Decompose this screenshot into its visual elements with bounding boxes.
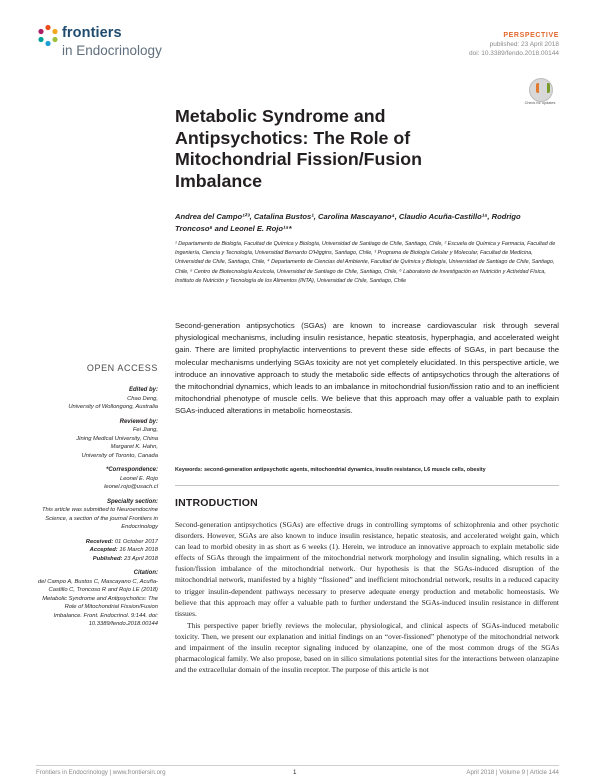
- editor-affiliation: University of Wollongong, Australia: [68, 404, 158, 410]
- article-meta: [319, 31, 559, 58]
- paragraph: Second-generation antipsychotics (SGAs) are effective drugs in controlling symptoms of schizophrenia and other psychotic disorders. However, SGAs are also known to induce insulin resistance, hepatic steatosis, and accelerated weight gain, which can lead to morbid obesity in as short as 6 weeks (1). Herein, we introduce an innovative approach to explain metabolic side effects of SGAs through the impairment of the mitochondrial network morphology and insulin signaling, which results in a fusion/fission imbalance of the mitochondrial network. Our hypothesis is that the SGAs-induced disruption of the mitochondrial network, manifested by a highly “fissioned” and inefficient mitochondrial network, results in a reduced capacity to trigger insulin-dependent pathways necessary to preserve adequate energy production and metabolic homeostasis. We believe that this approach may offer a valuable path to further understand the SGAs-induced insulin resistance in different tissues.: [175, 520, 559, 618]
- specialty-text: This article was submitted to Neuroendocrine Science, a section of the journal Frontiers in Endocrinology: [42, 507, 158, 530]
- sidebar: [36, 363, 158, 629]
- check-updates-icon: [529, 78, 553, 102]
- check-for-updates-badge[interactable]: [522, 78, 558, 112]
- divider: [175, 485, 559, 486]
- published-date: published: 23 April 2018: [489, 41, 559, 48]
- footer-journal-link[interactable]: Frontiers in Endocrinology | www.frontiersin.org: [36, 769, 166, 776]
- section-heading: INTRODUCTION: [175, 497, 258, 509]
- correspondence-name: Leonel E. Rojo: [119, 475, 158, 482]
- received-label: Received:: [85, 538, 114, 545]
- published-label: Published:: [92, 555, 123, 562]
- reviewer-name: Fei Jiang,: [132, 427, 158, 433]
- author-list: Andrea del Campo¹²³, Catalina Bustos¹, Carolina Mascayano⁴, Claudio Acuña-Castillo¹⁵, Rodrigo Troncoso⁶ and Leonel E. Rojo¹⁵*: [175, 212, 521, 233]
- doi[interactable]: doi: 10.3389/fendo.2018.00144: [468, 50, 559, 57]
- accepted-row: [36, 546, 158, 555]
- journal-logo[interactable]: [36, 24, 186, 68]
- correspondence-email[interactable]: leonel.rojo@usach.cl: [104, 484, 158, 490]
- page-number: 1: [293, 769, 297, 776]
- check-updates-label: Check for updates: [524, 101, 556, 105]
- affiliations: ¹ Departamento de Biología, Facultad de Química y Biología, Universidad de Santiago de Chile, Santiago, Chile, ² Escuela de Química y Farmacia, Facultad de Ingeniería, Ciencia y Tecnología, Universidad Bernardo O'Higgins, Santiago, Chile, ³ Programa de Biología Celular y Molecular, Facultad de Medicina, Universidad de Chile, Santiago, Chile, ⁴ Departamento de Ciencias del Ambiente, Facultad de Química y Biología, Universidad de Santiago de Chile, Santiago, Chile, ⁵ Centro de Biotecnología Acuícola, Universidad de Santiago de Chile, Santiago, Chile, ⁶ Laboratorio de Investigación en Nutrición y Actividad Física, Instituto de Nutrición y Tecnología de los Alimentos (INTA), Universidad de Chile, Santiago, Chile: [175, 241, 556, 284]
- edited-by-label: Edited by:: [128, 387, 158, 393]
- frontiers-logo-icon: [36, 24, 60, 48]
- open-access-label: OPEN ACCESS: [86, 363, 158, 373]
- citation-label: Citation:: [133, 570, 158, 576]
- abstract: Second-generation antipsychotics (SGAs) are known to increase cardiovascular risk through several physiological mechanisms, including insulin resistance, hepatic steatosis, hyperphagia, and accelerated weight gain. There are limited prophylactic interventions to prevent these side effects of SGAs, in part because the molecular mechanisms underlying SGAs toxicity are not yet completely elucidated. In this perspective article, we introduce an innovative approach to study the metabolic side effects of antipsychotics through the alterations of the mitochondrial dynamics, which leads to an imbalance in mitochondrial fusion/fission ratio and to an inefficient mitochondrial phenotype of muscle cells. We believe that this approach may offer a valuable path to explain SGAs-induced alterations in metabolic homeostasis.: [175, 321, 559, 416]
- accepted-date: 16 March 2018: [119, 547, 158, 553]
- footer-volume-info: April 2018 | Volume 9 | Article 144: [466, 769, 559, 776]
- logo-brand: frontiers: [62, 25, 122, 41]
- correspondence-label: *Correspondence:: [105, 467, 158, 473]
- article-type: PERSPECTIVE: [503, 32, 559, 39]
- body-text: [175, 519, 559, 675]
- specialty-label: Specialty section:: [106, 498, 158, 505]
- received-row: [36, 538, 158, 547]
- logo-journal-name: in Endocrinology: [62, 43, 162, 58]
- published-row: [36, 555, 158, 564]
- article-title: Metabolic Syndrome and Antipsychotics: The Role of Mitochondrial Fission/Fusion Imbalance: [175, 106, 422, 191]
- keywords-label: Keywords:: [175, 467, 203, 473]
- received-date: 01 October 2017: [114, 538, 158, 545]
- keywords-text: second-generation antipsychotic agents, mitochondrial dynamics, insulin resistance, L6 muscle cells, obesity: [204, 467, 486, 473]
- reviewed-by-label: Reviewed by:: [119, 418, 158, 425]
- reviewer-name: Margaret K. Hahn,: [110, 444, 158, 450]
- keywords: [175, 466, 559, 474]
- accepted-label: Accepted:: [89, 547, 118, 553]
- citation-text: del Campo A, Bustos C, Mascayano C, Acuña-Castillo C, Troncoso R and Rojo LE (2018) Metabolic Syndrome and Antipsychotics: The Role of Mitochondrial Fission/Fusion Imbalance. Front. Endocrinol. 9:144. doi: 10.3389/fendo.2018.00144: [37, 578, 158, 627]
- paragraph: This perspective paper briefly reviews the molecular, physiological, and clinical aspects of SGAs-induced metabolic toxicity. Then, we present our explanation and initial findings on an “over-fissioned” phenotype of the mitochondrial network and impairment of the insulin receptor signaling induced by olanzapine, one of the most common drugs of the SGAs pharmacological family. We also propose, based on in silico simulations potential sites for the interactions between olanzapine and the extracellular domain of the insulin receptor. The purpose of this article is not: [175, 620, 559, 675]
- reviewer-affiliation: Jining Medical University, China: [76, 435, 158, 442]
- editor-name: Chao Deng,: [127, 395, 158, 402]
- footer-divider: [36, 765, 559, 766]
- reviewer-affiliation: University of Toronto, Canada: [81, 452, 158, 459]
- published-date-sidebar: 23 April 2018: [124, 555, 158, 562]
